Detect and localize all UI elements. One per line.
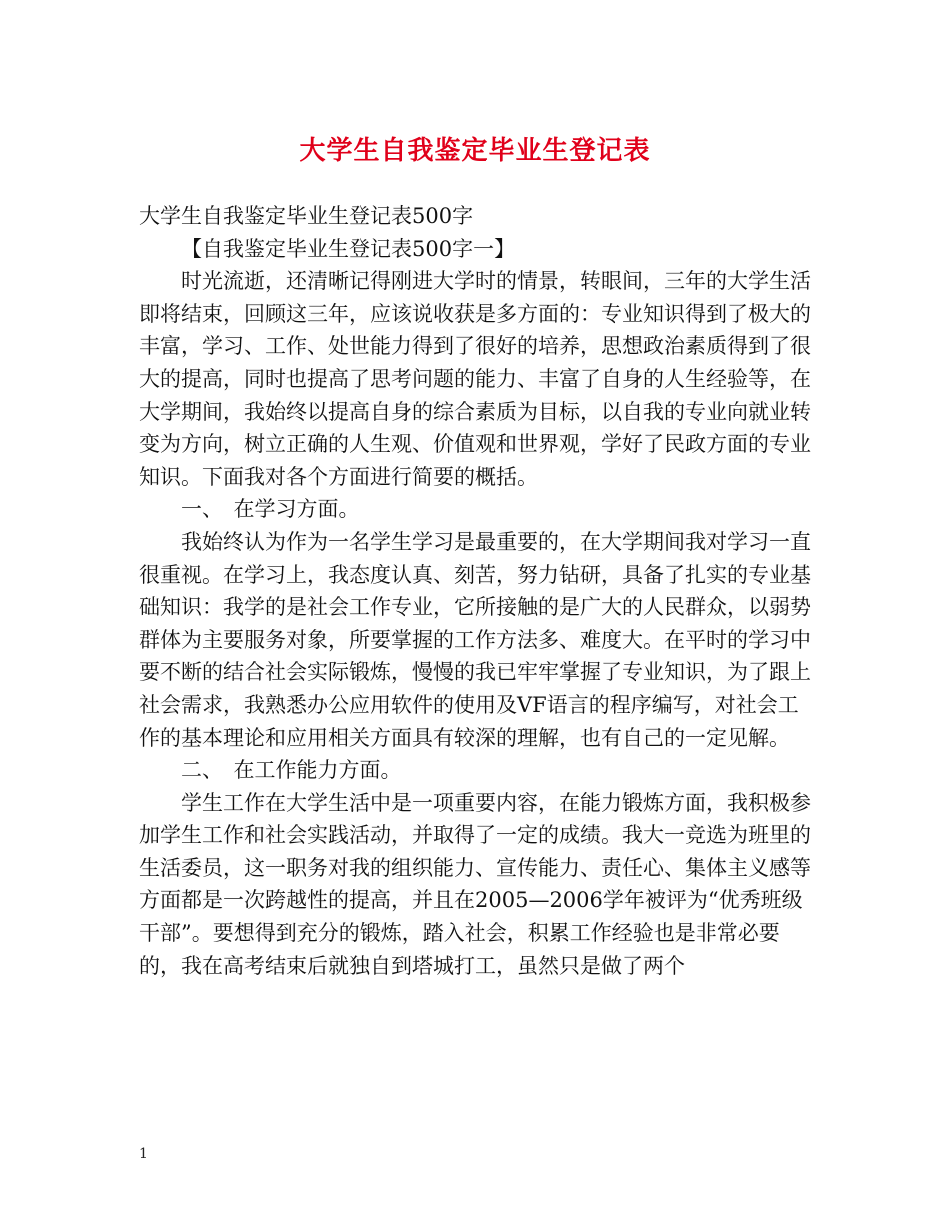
section-heading-work: 二、 在工作能力方面。 — [181, 758, 402, 783]
body-paragraph: 时光流逝，还清晰记得刚进大学时的情景，转眼间，三年的大学生活即将结束，回顾这三年，应该说收获是多方面的：专业知识得到了极大的丰富，学习、工作、处世能力得到了很好的培养，思想政治素质得到了很大的提高，同时也提高了思考问题的能力、丰富了自身的人生经验等，在大学期间，我始终以提高自身的综合素质为目标，以自我的专业向就业转变为方向，树立正确的人生观、价值观和世界观，学好了民政方面的专业知识。下面我对各个方面进行简要的概括。 — [139, 269, 811, 489]
subtitle-paragraph: 大学生自我鉴定毕业生登记表500字 — [139, 204, 474, 228]
section-heading-paragraph: 【自我鉴定毕业生登记表500字一】 — [181, 236, 516, 261]
section-heading-study: 一、 在学习方面。 — [181, 497, 360, 522]
body-paragraph: 学生工作在大学生活中是一项重要内容，在能力锻炼方面，我积极参加学生工作和社会实践活动，并取得了一定的成绩。我大一竞选为班里的生活委员，这一职务对我的组织能力、宣传能力、责任心、集体主义感等方面都是一次跨越性的提高，并且在2005—2006学年被评为“优秀班级干部”。要想得到充分的锻炼，踏入社会，积累工作经验也是非常必要的，我在高考结束后就独自到塔城打工，虽然只是做了两个 — [139, 790, 811, 978]
body-paragraph: 我始终认为作为一名学生学习是最重要的，在大学期间我对学习一直很重视。在学习上，我态度认真、刻苦，努力钻研，具备了扎实的专业基础知识：我学的是社会工作专业，它所接触的是广大的人民群众，以弱势群体为主要服务对象，所要掌握的工作方法多、难度大。在平时的学习中要不断的结合社会实际锻炼，慢慢的我已牢牢掌握了专业知识，为了跟上社会需求，我熟悉办公应用软件的使用及VF语言的程序编写，对社会工作的基本理论和应用相关方面具有较深的理解，也有自己的一定见解。 — [139, 529, 811, 750]
document-title: 大学生自我鉴定毕业生登记表 — [299, 136, 651, 166]
page-number: 1 — [139, 1146, 148, 1162]
document-body — [139, 200, 814, 982]
